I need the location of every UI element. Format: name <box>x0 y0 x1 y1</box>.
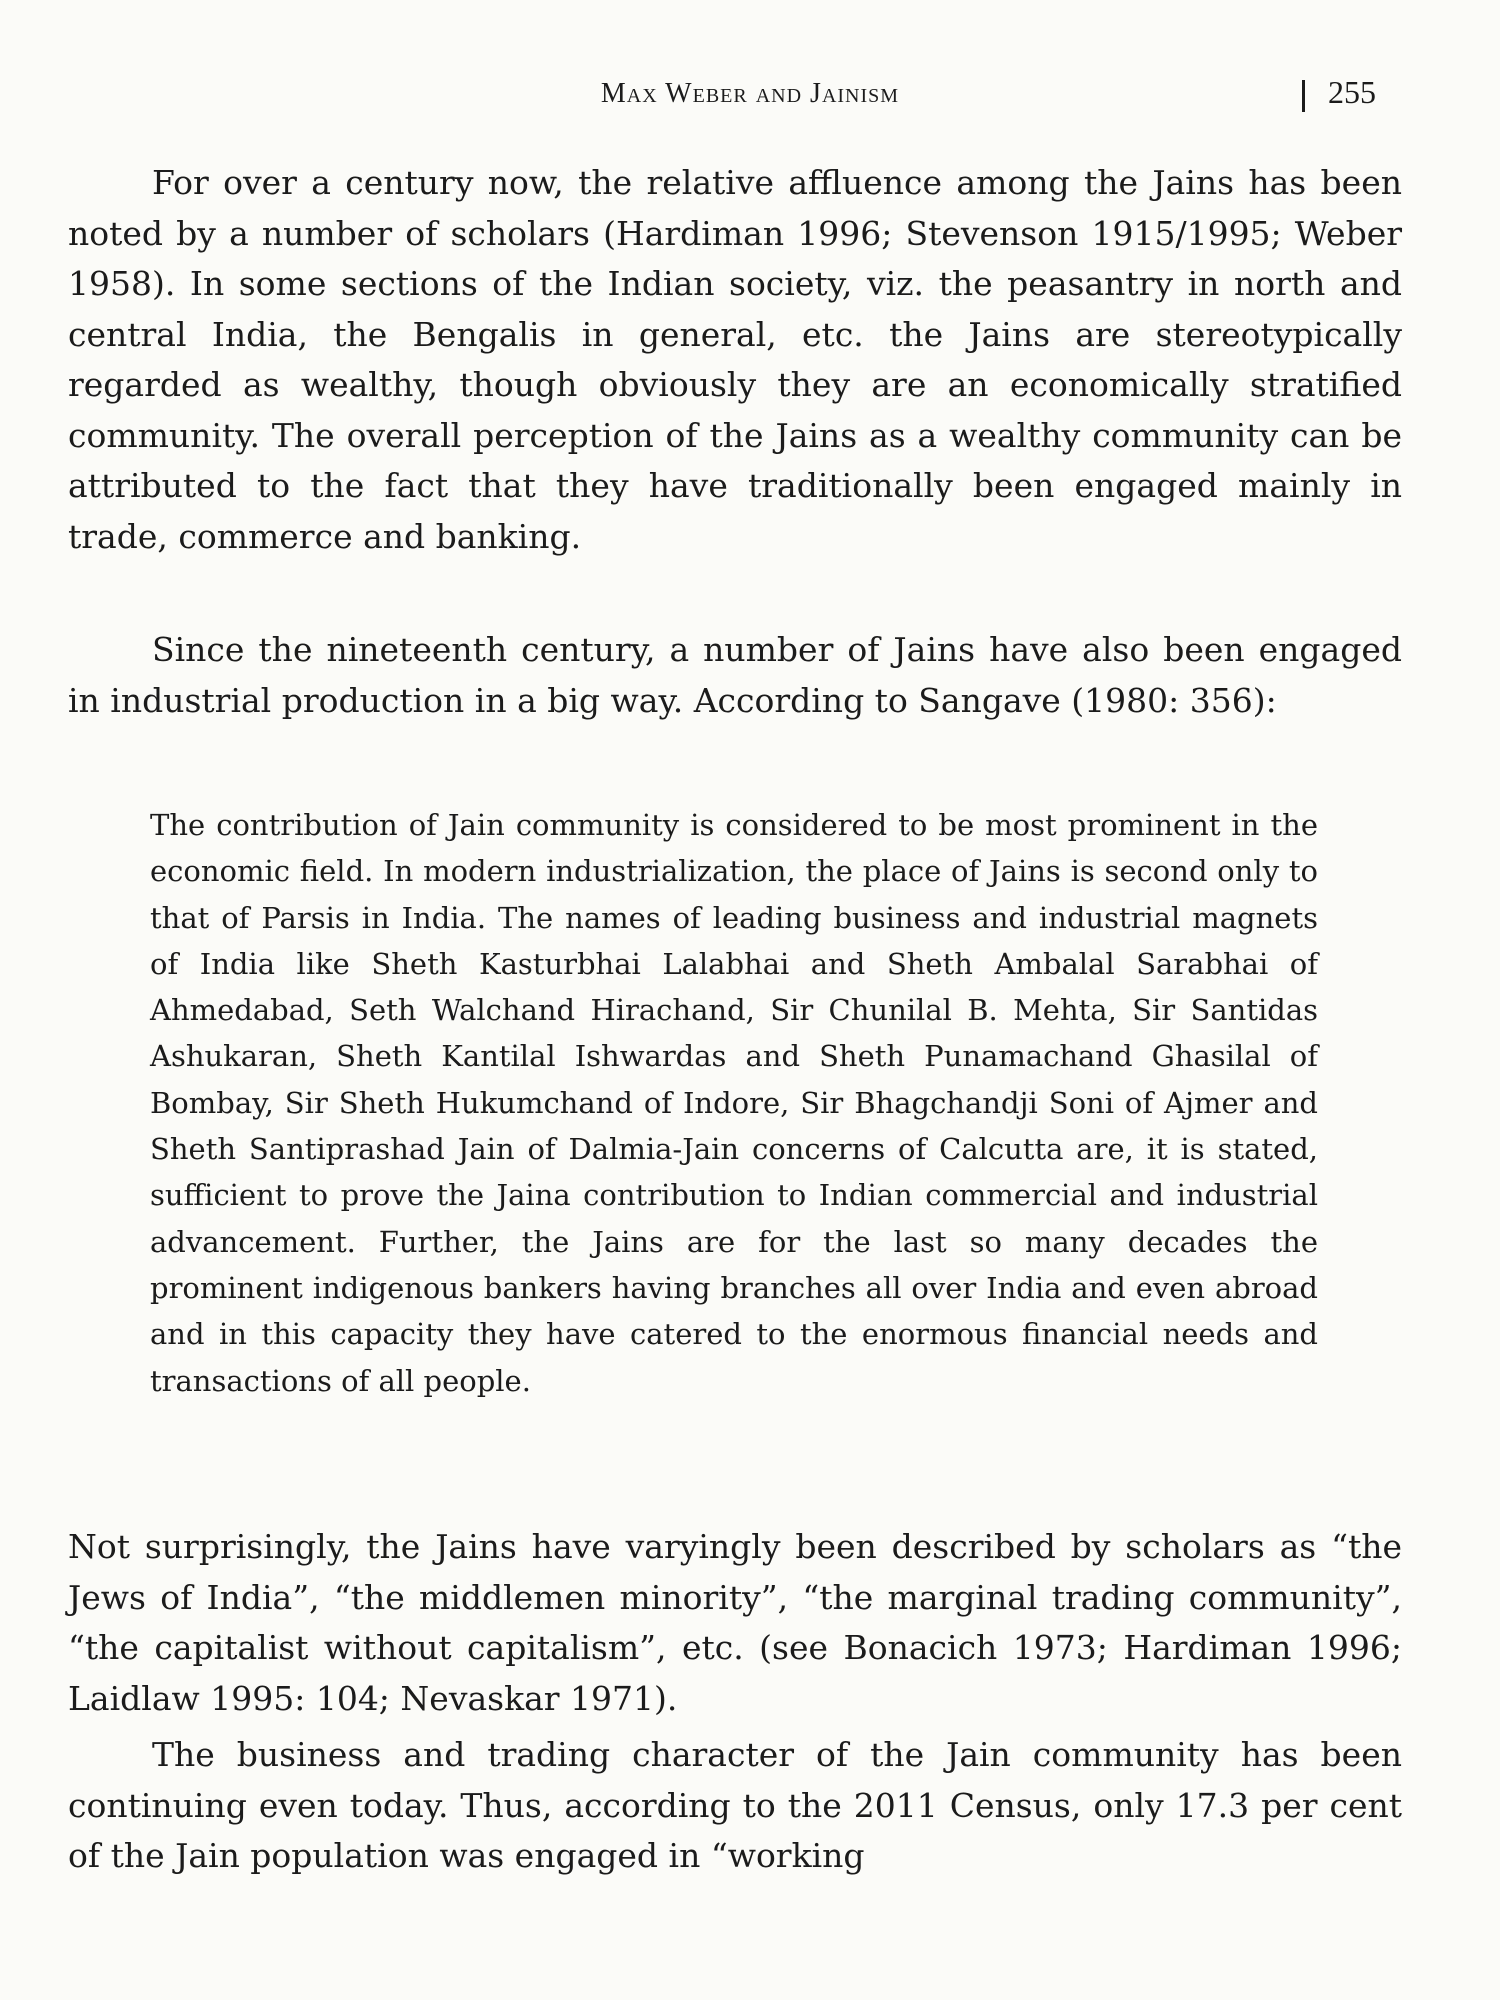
header-divider <box>1302 80 1305 112</box>
paragraph-descriptions: Not surprisingly, the Jains have varyingly been described by scholars as “the Jews of India”, “the middlemen minority”, “the marginal trading community”, “the capitalist without capitalism”, etc. (see Bonacich 1973; Hardiman 1996; Laidlaw 1995: 104; Nevaskar 1971). <box>68 1527 1402 1718</box>
paragraph-industrial-production: Since the nineteenth century, a number of Jains have also been engaged in industrial production in a big way. According to Sangave (1980: 356): <box>68 630 1402 720</box>
paragraph-affluence: For over a century now, the relative affluence among the Jains has been noted by a number of scholars (Hardiman 1996; Stevenson 1915/1995; Weber 1958). In some sections of the Indian society, viz. the peasantry in north and central India, the Bengalis in general, etc. the Jains are stereotypically regarded as wealthy, though obviously they are an economically stratified community. The overall perception of the Jains as a wealthy community can be attributed to the fact that they have traditionally been engaged mainly in trade, commerce and banking. <box>68 163 1402 556</box>
running-header <box>0 74 1500 118</box>
page-number: 255 <box>1328 74 1376 110</box>
paragraph-census: The business and trading character of the Jain community has been continuing even today. Thus, according to the 2011 Census, only 17.3 per cent of the Jain population was engaged in “working <box>68 1735 1402 1875</box>
block-quote-sangave: The contribution of Jain community is considered to be most prominent in the economic field. In modern industrialization, the place of Jains is second only to that of Parsis in India. The names of leading business and industrial magnets of India like Sheth Kasturbhai Lalabhai and Sheth Ambalal Sarabhai of Ahmedabad, Seth Walchand Hirachand, Sir Chunilal B. Mehta, Sir Santidas Ashukaran, Sheth Kantilal Ishwardas and Sheth Punamachand Ghasilal of Bombay, Sir Sheth Hukumchand of Indore, Sir Bhagchandji Soni of Ajmer and Sheth Santiprashad Jain of Dalmia-Jain concerns of Calcutta are, it is stated, sufficient to prove the Jaina contribution to Indian commercial and industrial advancement. Further, the Jains are for the last so many decades the prominent indigenous bankers having branches all over India and even abroad and in this capacity they have catered to the enormous financial needs and transactions of all people. <box>150 808 1318 1398</box>
chapter-title: Max Weber and Jainism <box>600 78 900 109</box>
